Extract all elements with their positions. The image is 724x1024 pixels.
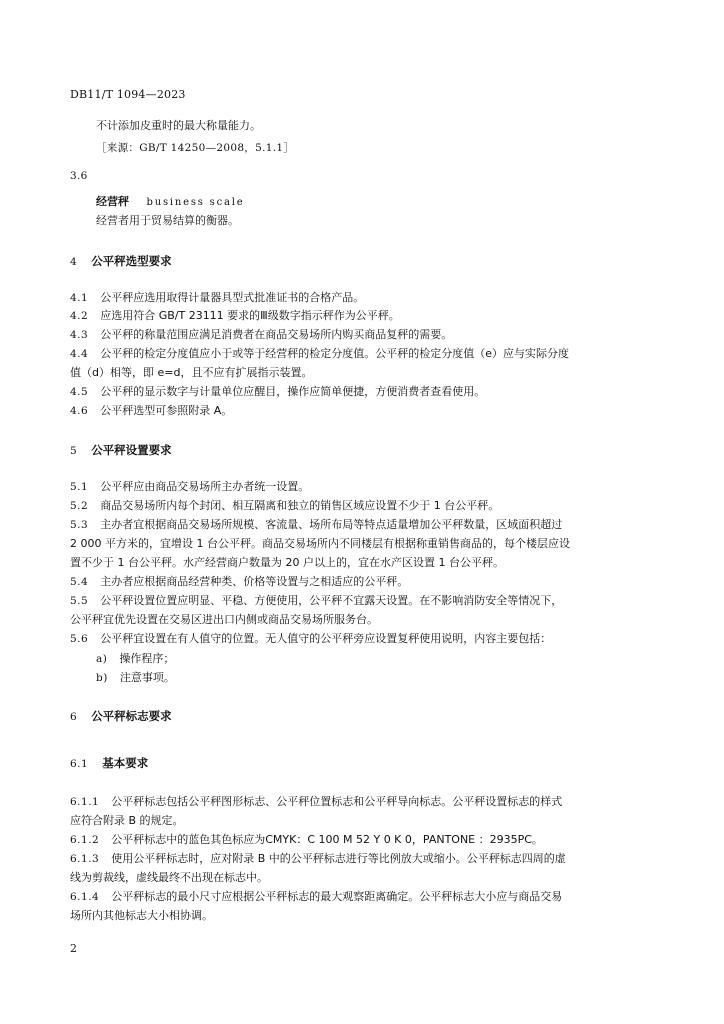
list-marker: a) xyxy=(96,653,108,665)
list-item-text: 操作程序； xyxy=(119,652,175,665)
clause xyxy=(70,851,566,867)
section-title: 公平秤标志要求 xyxy=(91,709,172,723)
clause-text: 公平秤标志包括公平秤图形标志、公平秤位置标志和公平秤导向标志。公平秤设置标志的样式 xyxy=(111,795,563,808)
clause xyxy=(70,308,400,324)
page-number: 2 xyxy=(70,942,77,955)
clause-number: 4.2 xyxy=(70,310,89,322)
clause xyxy=(70,832,543,848)
clause-text: 公平秤宜设置在有人值守的位置。无人值守的公平秤旁应设置复秤使用说明，内容主要包括： xyxy=(100,632,552,645)
clause-continuation: 公平秤宜优先设置在交易区进出口内侧或商品交易场所服务台。 xyxy=(70,613,378,626)
clause xyxy=(70,889,562,905)
clause-number: 4.6 xyxy=(70,405,89,417)
clause xyxy=(70,631,551,647)
term-number: 3.6 xyxy=(70,170,88,182)
section-title: 公平秤设置要求 xyxy=(91,443,172,457)
clause xyxy=(70,593,562,609)
list-item xyxy=(96,670,175,686)
clause xyxy=(70,517,562,533)
clause-number: 4.3 xyxy=(70,329,89,341)
clause-text: 使用公平秤标志时，应对附录 B 中的公平秤标志进行等比例放大或缩小。公平秤标志四周的虚 xyxy=(111,852,566,865)
clause-number: 5.5 xyxy=(70,595,89,607)
clause-continuation: 应符合附录 B 的规定。 xyxy=(70,814,184,827)
clause xyxy=(70,384,485,400)
section-title: 公平秤选型要求 xyxy=(91,254,172,268)
term-definition: 经营者用于贸易结算的衡器。 xyxy=(96,214,239,227)
clause-number: 4.5 xyxy=(70,386,89,398)
clause-text: 主办者应根据商品经营种类、价格等设置与之相适应的公平秤。 xyxy=(100,575,409,588)
clause xyxy=(70,290,364,306)
clause-number: 6.1.2 xyxy=(70,834,100,846)
clause-number: 5.1 xyxy=(70,481,89,493)
section-heading xyxy=(70,253,172,270)
clause-number: 6.1.3 xyxy=(70,853,100,865)
clause-text: 公平秤标志的最小尺寸应根据公平秤标志的最大观察距离确定。公平秤标志大小应与商品交易 xyxy=(111,890,563,903)
clause-continuation: 置不少于 1 台公平秤。水产经营商户数量为 20 户以上的，宜在水产区设置 1 台公平秤。 xyxy=(70,556,504,569)
clause xyxy=(70,346,569,362)
clause-text: 公平秤应选用取得计量器具型式批准证书的合格产品。 xyxy=(100,291,365,304)
clause-text: 公平秤选型可参照附录 A。 xyxy=(100,404,233,417)
list-marker: b) xyxy=(96,672,108,684)
clause-text: 商品交易场所内每个封闭、相互隔离和独立的销售区域应设置不少于 1 台公平秤。 xyxy=(100,499,500,512)
clause-text: 公平秤标志中的蓝色其色标应为CMYK：C 100 M 52 Y 0 K 0，PANTONE ：2935PC。 xyxy=(111,833,543,846)
clause xyxy=(70,574,408,590)
clause-continuation: 值（d）相等，即 e=d，且不应有扩展指示装置。 xyxy=(70,366,313,379)
clause-number: 6.1.1 xyxy=(70,796,100,808)
clause-number: 4.1 xyxy=(70,292,89,304)
definition-source: ［来源：GB/T 14250—2008，5.1.1］ xyxy=(96,142,295,154)
clause xyxy=(70,403,232,419)
clause xyxy=(70,498,499,514)
clause xyxy=(70,479,309,495)
subsection-title: 基本要求 xyxy=(102,756,149,770)
clause-number: 4.4 xyxy=(70,348,89,360)
term-heading xyxy=(96,194,244,211)
term-zh: 经营秤 xyxy=(96,195,129,208)
section-number: 6 xyxy=(70,711,78,723)
clause-number: 5.2 xyxy=(70,500,89,512)
clause-number: 5.4 xyxy=(70,576,89,588)
list-item-text: 注意事项。 xyxy=(119,671,175,684)
clause-continuation: 2 000 平方米的，宜增设 1 台公平秤。商品交易场所内不同楼层有根据称重销售商品的，每个楼层应设 xyxy=(70,537,570,550)
clause-text: 应选用符合 GB/T 23111 要求的Ⅲ级数字指示秤作为公平秤。 xyxy=(100,309,400,322)
clause-number: 6.1.4 xyxy=(70,891,100,903)
section-number: 5 xyxy=(70,445,78,457)
definition-continuation: 不计添加皮重时的最大称量能力。 xyxy=(96,119,261,132)
list-item xyxy=(96,651,174,667)
section-heading xyxy=(70,708,172,725)
clause xyxy=(70,327,452,343)
clause-continuation: 场所内其他标志大小相协调。 xyxy=(70,909,213,922)
clause-text: 公平秤应由商品交易场所主办者统一设置。 xyxy=(100,480,310,493)
subsection-heading xyxy=(70,755,148,772)
section-heading xyxy=(70,442,172,459)
clause-continuation: 线为剪裁线，虚线最终不出现在标志中。 xyxy=(70,871,268,884)
term-en: business scale xyxy=(146,197,245,208)
clause-text: 主办者宜根据商品交易场所规模、客流量、场所布局等特点适量增加公平秤数量，区域面积超过 xyxy=(100,518,563,531)
clause-number: 5.3 xyxy=(70,519,89,531)
clause xyxy=(70,794,562,810)
section-number: 4 xyxy=(70,256,78,268)
clause-text: 公平秤的检定分度值应小于或等于经营秤的检定分度值。公平秤的检定分度值（e）应与实际分度 xyxy=(100,347,569,360)
clause-text: 公平秤设置位置应明显、平稳、方便使用，公平秤不宜露天设置。在不影响消防安全等情况下， xyxy=(100,594,563,607)
subsection-number: 6.1 xyxy=(70,758,89,770)
doc-code-header: DB11/T 1094—2023 xyxy=(70,88,186,101)
clause-text: 公平秤的称量范围应满足消费者在商品交易场所内购买商品复秤的需要。 xyxy=(100,328,453,341)
clause-number: 5.6 xyxy=(70,633,89,645)
clause-text: 公平秤的显示数字与计量单位应醒目，操作应简单便捷，方便消费者查看使用。 xyxy=(100,385,486,398)
